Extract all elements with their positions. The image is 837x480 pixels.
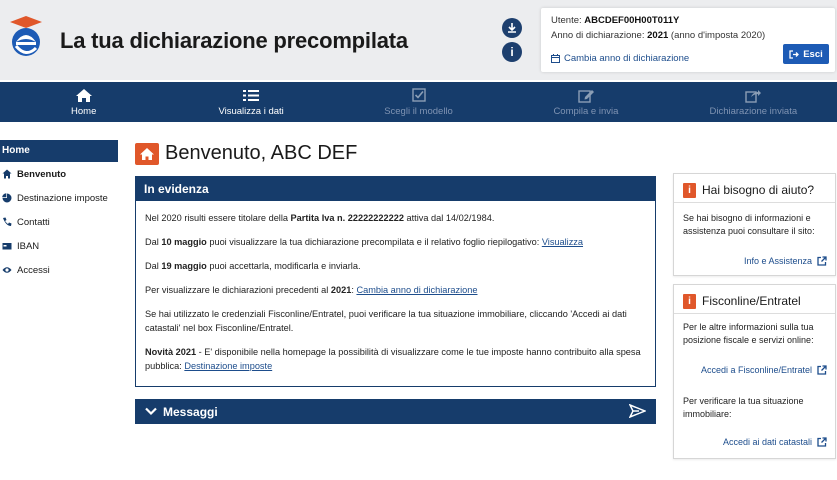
visualizza-link[interactable]: Visualizza: [541, 237, 584, 247]
sidebar-home[interactable]: Home: [0, 140, 118, 162]
download-icon[interactable]: [502, 18, 522, 38]
messaggi-label: Messaggi: [163, 404, 218, 419]
info-icon: i: [683, 294, 696, 309]
fisconline-text: Per le altre informazioni sulla tua posizione fiscale e servizi online:: [683, 322, 814, 345]
info-icon[interactable]: i: [502, 42, 522, 62]
accedi-catastali-label: Accedi ai dati catastali: [722, 437, 812, 447]
check-square-icon: [410, 88, 428, 103]
text-segment: - E' disponibile nella homepage la possibilità di visualizzare come le tue imposte hanno contribuito alla spesa pubblica:: [145, 347, 641, 371]
help-panel: [673, 173, 836, 276]
accedi-catastali-link[interactable]: [723, 437, 827, 447]
accedi-fisconline-link[interactable]: [701, 365, 827, 375]
user-box: [541, 8, 835, 72]
partita-iva: Partita Iva n. 22222222222: [290, 213, 404, 223]
info-assistenza-link[interactable]: [744, 256, 827, 266]
change-year-label: Cambia anno di dichiarazione: [564, 53, 690, 64]
catastali-text: Per verificare la tua situazione immobiliare:: [683, 396, 804, 419]
page-title: Benvenuto, ABC DEF: [165, 142, 358, 164]
evidenza-novita: [145, 345, 645, 373]
welcome-heading: [135, 142, 357, 165]
cambia-anno-link[interactable]: Cambia anno di dichiarazione: [356, 285, 478, 295]
user-label: Utente:: [551, 15, 582, 26]
nav-dichiarazione-inviata[interactable]: [670, 82, 837, 122]
sidebar-item-label: Destinazione imposte: [17, 192, 108, 204]
home-icon: [75, 88, 93, 103]
user-info: [551, 15, 679, 26]
nav-compila-invia[interactable]: [502, 82, 669, 122]
text-segment: Dal: [145, 237, 162, 247]
card-icon: [2, 241, 12, 251]
divider: [674, 313, 835, 314]
external-link-icon: [817, 365, 827, 375]
info-icon: i: [683, 183, 696, 198]
nav-inviata-label: Dichiarazione inviata: [709, 105, 798, 117]
help-title: Hai bisogno di aiuto?: [702, 183, 815, 197]
logout-label: Esci: [803, 48, 823, 60]
evidenza-title: In evidenza: [136, 177, 655, 201]
eye-icon: [2, 265, 12, 275]
sidebar-item-label: IBAN: [17, 240, 40, 252]
sidebar-item-benvenuto[interactable]: [0, 162, 118, 186]
phone-icon: [2, 217, 12, 227]
fisconline-title: Fisconline/Entratel: [702, 294, 801, 308]
info-assistenza-label: Info e Assistenza: [743, 256, 812, 266]
edit-icon: [577, 88, 595, 103]
fisconline-panel-header: [674, 285, 835, 311]
divider: [674, 202, 835, 203]
nav-home-label: Home: [71, 105, 97, 117]
share-icon: [744, 88, 762, 103]
sidebar-item-accessi[interactable]: [0, 258, 118, 282]
external-link-icon: [817, 256, 827, 266]
year-label: Anno di dichiarazione:: [551, 30, 645, 41]
logout-button[interactable]: [783, 44, 829, 64]
calendar-icon: [551, 54, 560, 63]
sidebar-item-label: Accessi: [17, 264, 50, 276]
text-segment: Dal: [145, 261, 162, 271]
logout-icon: [789, 50, 799, 59]
main-nav: [0, 82, 837, 122]
text-segment: puoi visualizzare la tua dichiarazione precompilata e il relativo foglio riepilogativo:: [206, 237, 542, 247]
date-highlight: 19 maggio: [161, 261, 207, 271]
year-value: 2021: [647, 30, 669, 41]
home-icon: [135, 143, 159, 165]
evidenza-partita-iva: [145, 211, 645, 225]
evidenza-catastali: Se hai utilizzato le credenziali Fisconline/Entratel, puoi verificare la tua situazione immobiliare, cliccando 'Accedi ai dati catastali' nel box Fisconline/Entratel.: [145, 309, 627, 333]
evidenza-anni-precedenti: [145, 283, 645, 297]
nav-visualizza-label: Visualizza i dati: [218, 105, 284, 117]
messaggi-bar[interactable]: [135, 399, 656, 424]
evidenza-visualizza: [145, 235, 645, 249]
nav-home[interactable]: [0, 82, 167, 122]
evidenza-accetta: [145, 259, 645, 273]
date-highlight: 10 maggio: [161, 237, 207, 247]
home-icon: [2, 169, 12, 179]
text-segment: attiva dal 14/02/1984.: [403, 213, 495, 223]
text-segment: Per visualizzare le dichiarazioni precedenti al: [145, 285, 331, 295]
sidebar-item-label: Contatti: [17, 216, 50, 228]
sidebar-item-contatti[interactable]: [0, 210, 118, 234]
help-text: Se hai bisogno di informazioni e assistenza puoi consultare il sito:: [683, 213, 815, 236]
header: [0, 0, 837, 80]
external-link-icon: [817, 437, 827, 447]
change-year-link[interactable]: [551, 53, 689, 64]
sidebar-item-destinazione-imposte[interactable]: [0, 186, 118, 210]
destinazione-imposte-link[interactable]: Destinazione imposte: [184, 361, 273, 371]
nav-visualizza[interactable]: [167, 82, 334, 122]
accedi-fisconline-label: Accedi a Fisconline/Entratel: [700, 365, 812, 375]
sidebar-item-iban[interactable]: [0, 234, 118, 258]
year-highlight: 2021: [330, 285, 352, 295]
help-panel-header: [674, 174, 835, 200]
user-code: ABCDEF00H00T011Y: [584, 15, 680, 26]
sidebar: [0, 140, 118, 282]
list-icon: [242, 88, 260, 103]
nav-scegli-modello[interactable]: [335, 82, 502, 122]
year-suffix: (anno d'imposta 2020): [670, 30, 766, 41]
novita-label: Novità 2021: [145, 347, 197, 357]
chevron-down-icon: [145, 407, 157, 416]
year-info: [551, 30, 765, 41]
pie-chart-icon: [2, 193, 12, 203]
app-title: La tua dichiarazione precompilata: [60, 28, 408, 53]
nav-scegli-label: Scegli il modello: [384, 105, 453, 117]
sidebar-item-label: Benvenuto: [17, 168, 67, 180]
fisconline-panel: [673, 284, 836, 459]
agenzia-entrate-logo-icon[interactable]: [6, 14, 46, 60]
nav-compila-label: Compila e invia: [553, 105, 619, 117]
text-segment: :: [351, 285, 357, 295]
evidenza-box: [135, 176, 656, 387]
text-segment: Nel 2020 risulti essere titolare della: [145, 213, 291, 223]
send-icon: [629, 404, 646, 418]
text-segment: puoi accettarla, modificarla e inviarla.: [206, 261, 361, 271]
